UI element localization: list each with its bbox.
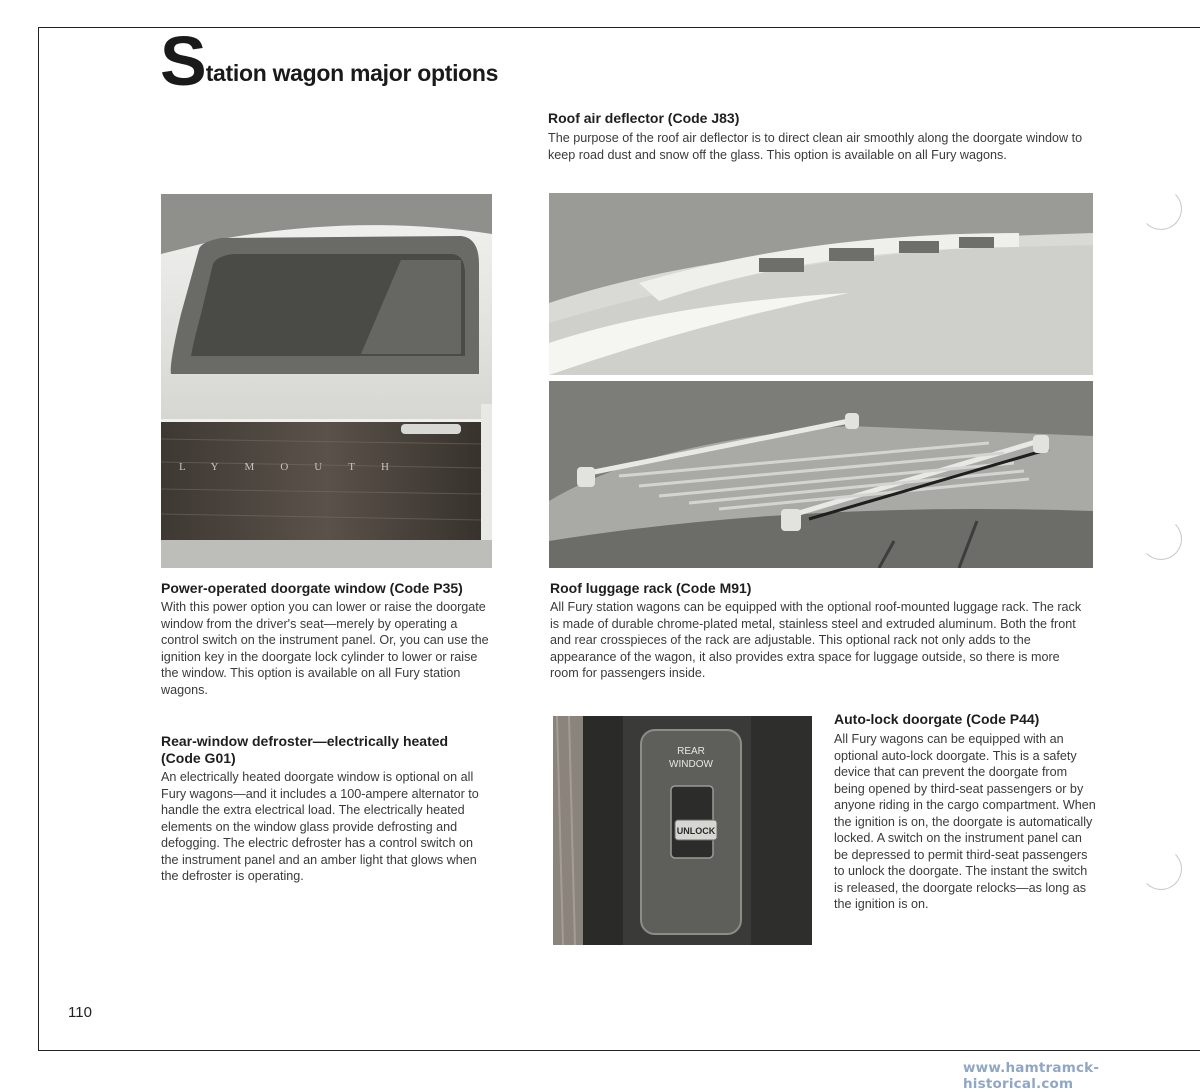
auto-lock-body: All Fury wagons can be equipped with an optional auto-lock doorgate. This is a safety device that can prevent the doorgate from being opened by third-seat passengers or by anyone riding in the cargo compartment. When the ignition is on, the doorgate is automatically locked. A switch on the instrument panel can be depressed to permit third-seat passengers to unlock the doorgate. The instant the switch is released, the doorgate relocks—as long as the ignition is on. bbox=[834, 732, 1096, 911]
auto-lock-switch-photo bbox=[553, 716, 812, 945]
page-frame-bottom bbox=[38, 1050, 1200, 1051]
rear-defroster-body: An electrically heated doorgate window is optional on all Fury wagons—and it includes a 100-ampere alternator to handle the extra electrical load. The electrically heated elements on the window glass provide defrosting and defogging. The electric defroster has a control switch on the instrument panel and an amber light that glows when the defroster is operating. bbox=[161, 770, 479, 883]
roof-air-deflector-body: The purpose of the roof air deflector is to direct clean air smoothly along the doorgate window to keep road dust and snow off the glass. This option is available on all Fury wagons. bbox=[548, 131, 1083, 162]
roof-air-deflector-photo bbox=[549, 193, 1093, 375]
doorgate-window-photo bbox=[161, 194, 492, 568]
car-lettering: LYMOUTH bbox=[179, 461, 415, 473]
roof-luggage-rack-photo bbox=[549, 381, 1093, 568]
title-text: tation wagon major options bbox=[205, 60, 499, 86]
binder-hole-top bbox=[1140, 188, 1182, 230]
switch-button-label: UNLOCK bbox=[676, 826, 716, 836]
rear-defroster-heading: Rear-window defroster—electrically heated (Code G01) bbox=[161, 733, 449, 766]
watermark-link[interactable]: www.hamtramck-historical.com bbox=[963, 1060, 1100, 1092]
roof-luggage-rack-body: All Fury station wagons can be equipped with the optional roof-mounted luggage rack. The rack is made of durable chrome-plated metal, stainless steel and extruded aluminum. Both the front and rear crosspieces of the rack are adjustable. This optional rack not only adds to the appearance of the wagon, it also provides extra space for luggage outside, so there is more room for passengers inside. bbox=[550, 600, 1082, 680]
power-doorgate-body: With this power option you can lower or raise the doorgate window from the driver's seat—merely by operating a control switch on the instrument panel. Or, you can use the ignition key in the doorgate lock cylinder to lower or raise the window. This option is available on all Fury station wagons. bbox=[161, 600, 489, 697]
title-drop-cap: S bbox=[160, 22, 205, 100]
power-doorgate-heading: Power-operated doorgate window (Code P35) bbox=[161, 580, 463, 596]
switch-panel-label-rear: REAR bbox=[677, 746, 705, 757]
binder-hole-bottom bbox=[1140, 848, 1182, 890]
page-frame-left bbox=[38, 27, 39, 1051]
page-number: 110 bbox=[68, 1004, 92, 1021]
roof-luggage-rack-heading: Roof luggage rack (Code M91) bbox=[550, 580, 752, 596]
page-title bbox=[160, 22, 499, 100]
switch-panel-label-window: WINDOW bbox=[669, 759, 713, 770]
binder-hole-middle bbox=[1140, 518, 1182, 560]
roof-air-deflector-heading: Roof air deflector (Code J83) bbox=[548, 110, 740, 126]
auto-lock-heading: Auto-lock doorgate (Code P44) bbox=[834, 711, 1040, 727]
